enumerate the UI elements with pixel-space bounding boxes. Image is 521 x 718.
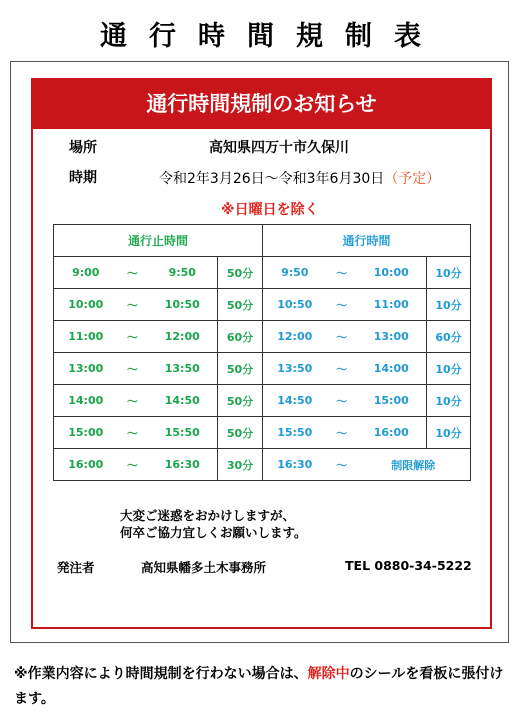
- pass-start-time: 14:50: [263, 385, 327, 417]
- pass-end-time: 11:00: [357, 289, 427, 321]
- header-pass-time: 通行時間: [263, 225, 471, 257]
- stop-end-time: 14:50: [148, 385, 218, 417]
- pass-start-time: 10:50: [263, 289, 327, 321]
- table-row: [54, 353, 471, 385]
- stop-start-time: 11:00: [54, 321, 118, 353]
- pass-separator: ～: [327, 257, 357, 289]
- stop-duration: 50分: [218, 417, 263, 449]
- header-stop-time: 通行止時間: [54, 225, 263, 257]
- stop-start-time: 9:00: [54, 257, 118, 289]
- apology-text: [120, 507, 307, 541]
- pass-separator: ～: [327, 289, 357, 321]
- schedule-table: [53, 224, 471, 481]
- notice-panel: [31, 78, 492, 629]
- table-row: [54, 449, 471, 481]
- table-row: [54, 321, 471, 353]
- period-note: （予定）: [384, 171, 441, 187]
- stop-start-time: 15:00: [54, 417, 118, 449]
- stop-start-time: 16:00: [54, 449, 118, 481]
- table-row: [54, 257, 471, 289]
- pass-separator: ～: [327, 321, 357, 353]
- pass-end-time: 14:00: [357, 353, 427, 385]
- stop-duration: 50分: [218, 353, 263, 385]
- stop-start-time: 14:00: [54, 385, 118, 417]
- orderer-label: 発注者: [57, 560, 95, 575]
- stop-duration: 50分: [218, 385, 263, 417]
- note-part-1: ※作業内容により時間規制を行わない場合は、: [14, 666, 308, 682]
- pass-start-time: 13:50: [263, 353, 327, 385]
- stop-duration: 50分: [218, 257, 263, 289]
- stop-separator: ～: [118, 449, 148, 481]
- exclusion-note: ※日曜日を除く: [221, 202, 319, 218]
- stop-duration: 50分: [218, 289, 263, 321]
- schedule-body: [54, 257, 471, 481]
- pass-separator: ～: [327, 385, 357, 417]
- pass-duration: 10分: [427, 353, 471, 385]
- stop-duration: 60分: [218, 321, 263, 353]
- pass-end-time: 16:00: [357, 417, 427, 449]
- orderer-name: 高知県幡多土木事務所: [141, 560, 267, 575]
- stop-separator: ～: [118, 289, 148, 321]
- stop-end-time: 13:50: [148, 353, 218, 385]
- stop-start-time: 13:00: [54, 353, 118, 385]
- table-row: [54, 385, 471, 417]
- stop-start-time: 10:00: [54, 289, 118, 321]
- pass-end-time: 15:00: [357, 385, 427, 417]
- stop-separator: ～: [118, 321, 148, 353]
- period-label: 時期: [69, 170, 97, 186]
- stop-separator: ～: [118, 257, 148, 289]
- pass-start-time: 12:00: [263, 321, 327, 353]
- pass-start-time: 16:30: [263, 449, 327, 481]
- notice-banner: 通行時間規制のお知らせ: [33, 80, 490, 129]
- stop-end-time: 10:50: [148, 289, 218, 321]
- bottom-note: [14, 662, 514, 712]
- note-part-2: のシールを看板に張付けます。: [14, 666, 504, 707]
- apology-line-2: 何卒ご協力宜しくお願いします。: [120, 525, 307, 540]
- stop-end-time: 9:50: [148, 257, 218, 289]
- place-value: 高知県四万十市久保川: [209, 140, 349, 156]
- place-label: 場所: [69, 140, 97, 156]
- tel-number: TEL 0880-34-5222: [345, 558, 472, 573]
- note-highlight: 解除中: [307, 666, 350, 682]
- pass-end-time: 13:00: [357, 321, 427, 353]
- pass-start-time: 9:50: [263, 257, 327, 289]
- pass-separator: ～: [327, 449, 357, 481]
- pass-duration: 10分: [427, 257, 471, 289]
- pass-duration: 10分: [427, 417, 471, 449]
- table-row: [54, 417, 471, 449]
- apology-line-1: 大変ご迷惑をおかけしますが、: [120, 508, 296, 523]
- stop-separator: ～: [118, 417, 148, 449]
- pass-duration: 10分: [427, 385, 471, 417]
- stop-end-time: 16:30: [148, 449, 218, 481]
- table-row: [54, 289, 471, 321]
- stop-duration: 30分: [218, 449, 263, 481]
- period-dates: 令和2年3月26日～令和3年6月30日: [159, 171, 385, 187]
- stop-end-time: 12:00: [148, 321, 218, 353]
- pass-separator: ～: [327, 417, 357, 449]
- pass-start-time: 15:50: [263, 417, 327, 449]
- restriction-released: 制限解除: [357, 449, 471, 481]
- page-title: 通行時間規制表: [100, 21, 443, 52]
- stop-end-time: 15:50: [148, 417, 218, 449]
- pass-separator: ～: [327, 353, 357, 385]
- pass-duration: 60分: [427, 321, 471, 353]
- period-value: [159, 168, 440, 188]
- stop-separator: ～: [118, 353, 148, 385]
- stop-separator: ～: [118, 385, 148, 417]
- pass-end-time: 10:00: [357, 257, 427, 289]
- pass-duration: 10分: [427, 289, 471, 321]
